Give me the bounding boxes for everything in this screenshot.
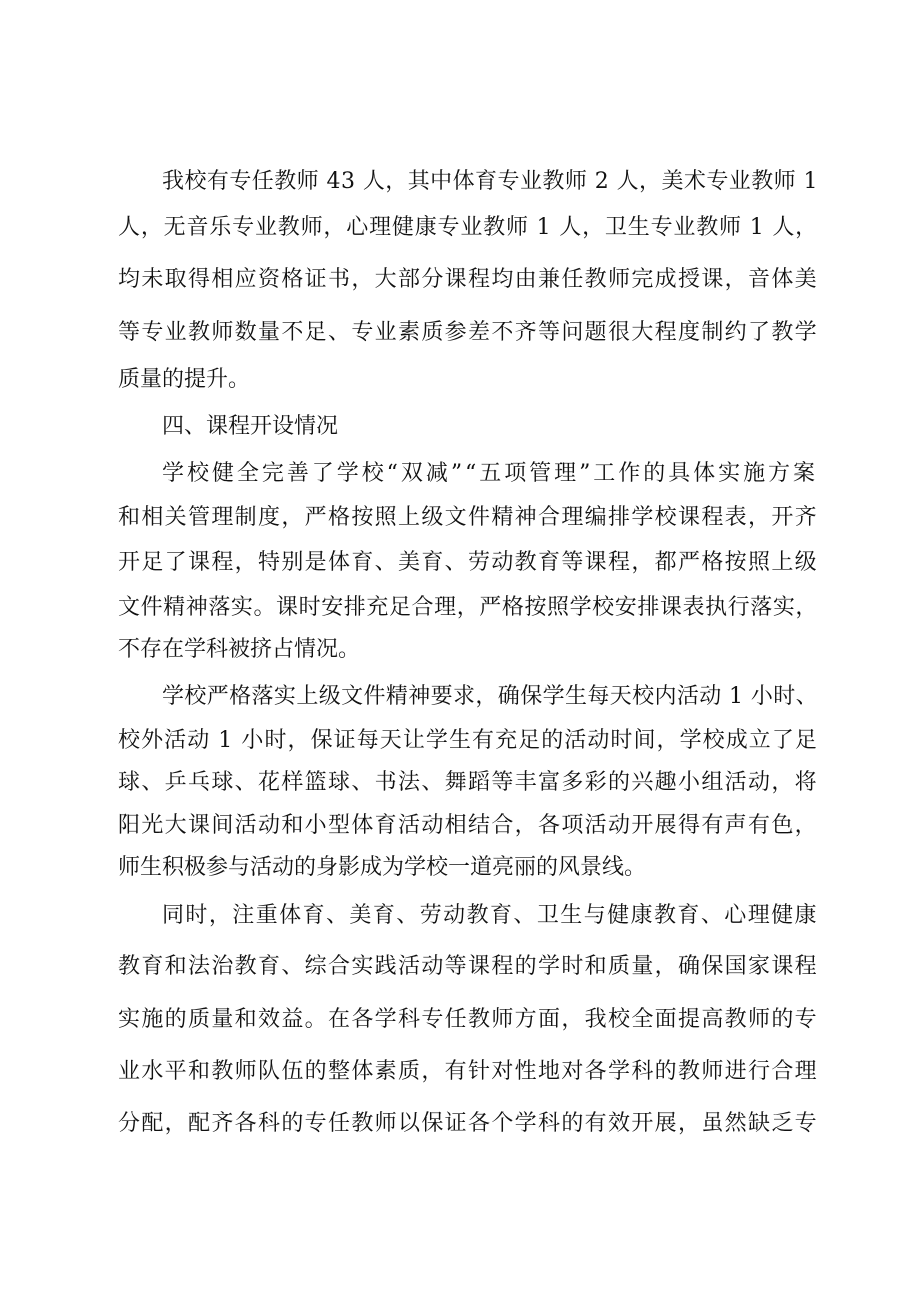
body-text-line: 师生积极参与活动的身影成为学校一道亮丽的风景线。: [118, 855, 647, 880]
body-text-line: 等专业教师数量不足、专业素质参差不齐等问题很大程度制约了教学: [118, 320, 818, 345]
body-text-line: 业水平和教师队伍的整体素质，有针对性地对各学科的教师进行合理: [118, 1059, 818, 1084]
body-text-line: 同时，注重体育、美育、劳动教育、卫生与健康教育、心理健康: [162, 903, 818, 928]
body-text-line: 分配，配齐各科的专任教师以保证各个学科的有效开展，虽然缺乏专: [118, 1111, 818, 1136]
body-text-line: 和相关管理制度，严格按照上级文件精神合理编排学校课程表，开齐: [118, 505, 818, 530]
body-text-line: 阳光大课间活动和小型体育活动相结合，各项活动开展得有声有色，: [118, 813, 818, 838]
body-text-line: 教育和法治教育、综合实践活动等课程的学时和质量，确保国家课程: [118, 954, 818, 979]
body-text-line: 人，无音乐专业教师，心理健康专业教师 1 人，卫生专业教师 1 人，: [118, 215, 818, 240]
section-heading: 四、课程开设情况: [162, 414, 339, 439]
body-text-line: 校外活动 1 小时，保证每天让学生有充足的活动时间，学校成立了足: [118, 728, 818, 753]
body-text-line: 文件精神落实。课时安排充足合理，严格按照学校安排课表执行落实，: [118, 595, 818, 620]
body-text-line: 均未取得相应资格证书，大部分课程均由兼任教师完成授课，音体美: [118, 267, 818, 292]
body-text-line: 学校健全完善了学校“双减”“五项管理”工作的具体实施方案: [162, 461, 818, 486]
body-text-line: 不存在学科被挤占情况。: [118, 637, 361, 662]
body-text-line: 我校有专任教师 43 人，其中体育专业教师 2 人，美术专业教师 1: [162, 169, 818, 194]
body-text-line: 学校严格落实上级文件精神要求，确保学生每天校内活动 1 小时、: [162, 684, 818, 709]
body-text-line: 质量的提升。: [118, 367, 251, 392]
body-text-line: 球、乒乓球、花样篮球、书法、舞蹈等丰富多彩的兴趣小组活动，将: [118, 770, 818, 795]
body-text-line: 开足了课程，特别是体育、美育、劳动教育等课程，都严格按照上级: [118, 550, 818, 575]
body-text-line: 实施的质量和效益。在各学科专任教师方面，我校全面提高教师的专: [118, 1007, 818, 1032]
